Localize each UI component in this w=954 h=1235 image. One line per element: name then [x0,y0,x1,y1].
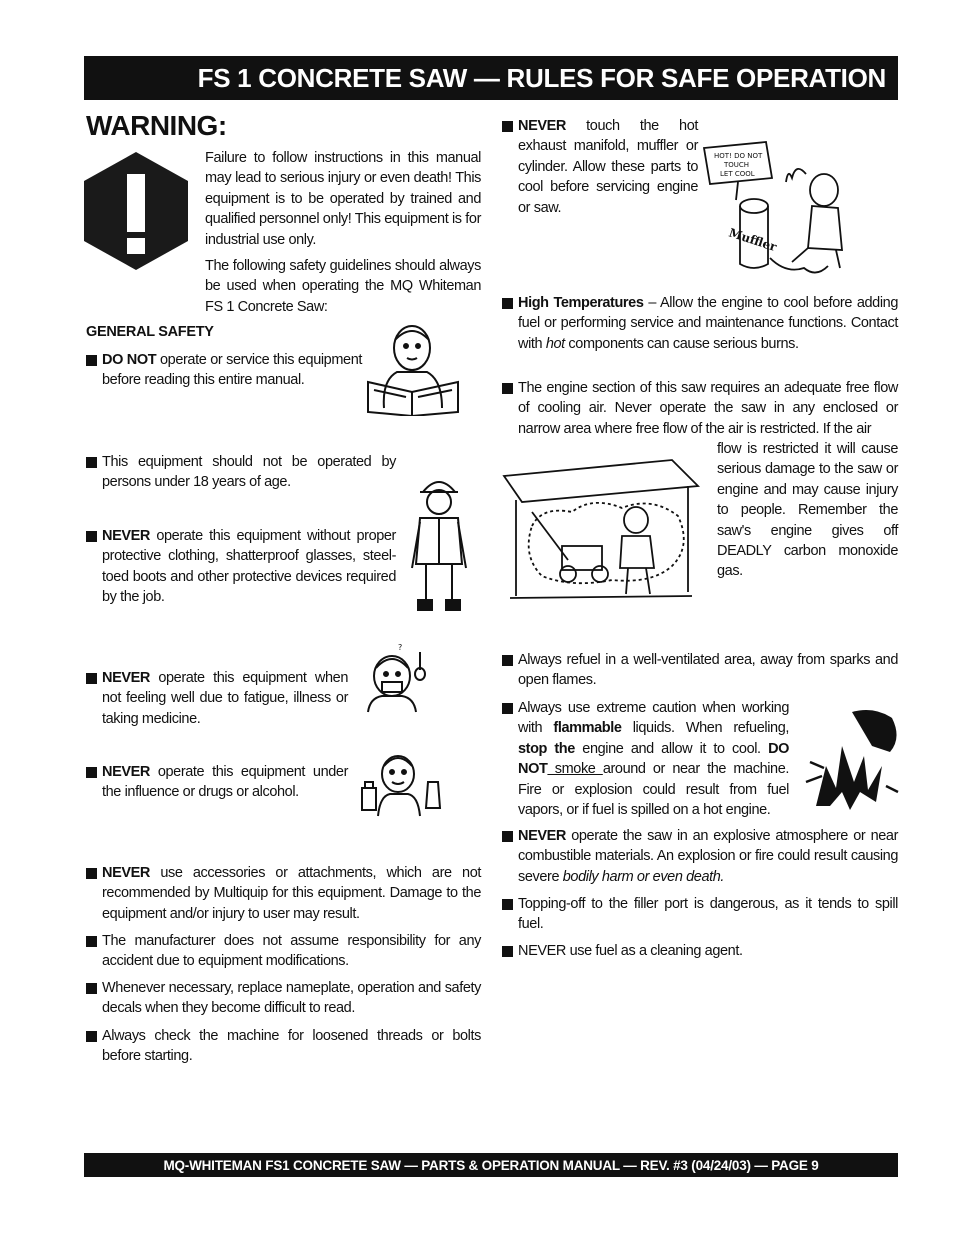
bullet-square-icon [502,121,513,132]
warning-intro-2: The following safety guidelines should always be used when operating the MQ Whiteman FS 1 Concrete Saw: [205,258,481,315]
page-title-bar [84,56,898,100]
muffler-sign-line-2: TOUCH [724,161,750,169]
list-item-bolts: Always check the machine for loosened threads or bolts before starting. [86,1026,481,1067]
bullet-square-icon [502,703,513,714]
bullet-square-icon [86,355,97,366]
bullet-square-icon [86,457,97,468]
air-flow-continued: flow is restricted it will cause serious damage to the saw or engine and may cause injury to people. Remember the saw's engine gives off DEADLY carbon monoxide gas. [717,441,898,580]
muffler-sign-line-3: LET COOL [720,170,755,178]
bullet-square-icon [86,983,97,994]
warning-heading: WARNING: [86,110,227,141]
list-item-flammable: Always use extreme caution when working with flammable liquids. When refueling, stop the engine and allow it to cool. DO NOT smoke around or near the machine. Fire or explosion could result from fuel vapors, or if fuel is spilled on a hot engine. [502,698,789,820]
list-item-nameplate: Whenever necessary, replace nameplate, operation and safety decals when they become difficult to read. [86,978,481,1019]
person-with-alcohol-illustration [352,748,448,818]
bullet-square-icon [502,655,513,666]
svg-text:?: ? [398,643,403,652]
list-item-drugs: NEVER operate this equipment under the influence or drugs or alcohol. [86,762,348,803]
list-item-cleaning-agent: NEVER use fuel as a cleaning agent. [502,941,898,961]
list-item-explosive-atmosphere: NEVER operate the saw in an explosive atmosphere or near combustible materials. An explosion or fire could result causing severe bodily harm or even death. [502,826,898,887]
list-item-refuel: Always refuel in a well-ventilated area, away from sparks and open flames. [502,650,898,691]
page-footer-text: MQ-WHITEMAN FS1 CONCRETE SAW — PARTS & OPERATION MANUAL — REV. #3 (04/24/03) — PAGE 9 [163,1157,819,1173]
bullet-square-icon [86,673,97,684]
list-item-exhaust: NEVER touch the hot exhaust manifold, muffler or cylinder. Allow these parts to cool before servicing engine or saw. [502,116,898,276]
bullet-square-icon [502,383,513,394]
list-item-topping-off: Topping-off to the filler port is dangerous, as it tends to spill fuel. [502,894,898,935]
explosion-illustration [802,706,900,812]
bullet-square-icon [502,946,513,957]
general-safety-heading: GENERAL SAFETY [86,324,214,340]
list-item-under-18: This equipment should not be operated by persons under 18 years of age. [86,452,396,493]
list-item-fatigue: NEVER operate this equipment when not feeling well due to fatigue, illness or taking medicine. [86,668,348,729]
page-title: FS 1 CONCRETE SAW — RULES FOR SAFE OPERATION [197,62,886,93]
sick-person-illustration [362,642,436,714]
bullet-square-icon [86,868,97,879]
warning-intro-1: Failure to follow instructions in this manual may lead to serious injury or even death! This equipment is to be operated by trained and qualified personnel only! This equipment is for industrial use only. [205,150,481,248]
hot-muffler-illustration [700,138,850,288]
page-footer-bar [84,1153,898,1177]
worker-in-protective-gear-illustration [408,472,470,614]
bullet-square-icon [86,767,97,778]
list-item-read-manual: DO NOT operate or service this equipment before reading this entire manual. [86,350,362,391]
bullet-square-icon [502,831,513,842]
muffler-sign-line-1: HOT! DO NOT [714,152,763,160]
bullet-square-icon [502,298,513,309]
bullet-square-icon [86,531,97,542]
list-item-manufacturer: The manufacturer does not assume responsibility for any accident due to equipment modifications. [86,931,481,972]
man-reading-manual-illustration [362,320,464,416]
bullet-square-icon [86,936,97,947]
bullet-square-icon [502,899,513,910]
list-item-accessories: NEVER use accessories or attachments, which are not recommended by Multiquip for this equipment. Damage to the equipment and/or injury to user may result. [86,863,481,924]
bullet-square-icon [86,1031,97,1042]
list-item-air-flow: The engine section of this saw requires an adequate free flow of cooling air. Never operate the saw in any enclosed or narrow area where free flow of the air is restricted. If the air [502,378,898,439]
list-item-protective-clothing: NEVER operate this equipment without proper protective clothing, shatterproof glasses, steel-toed boots and other protective devices required by the job. [86,526,396,608]
muffler-label: Muffler [727,225,779,255]
exclamation-warning-icon [84,152,188,270]
list-item-high-temperatures: High Temperatures – Allow the engine to cool before adding fuel or performing service and maintenance functions. Contact with hot components can cause serious burns. [502,293,898,354]
enclosed-area-saw-illustration [502,456,700,604]
